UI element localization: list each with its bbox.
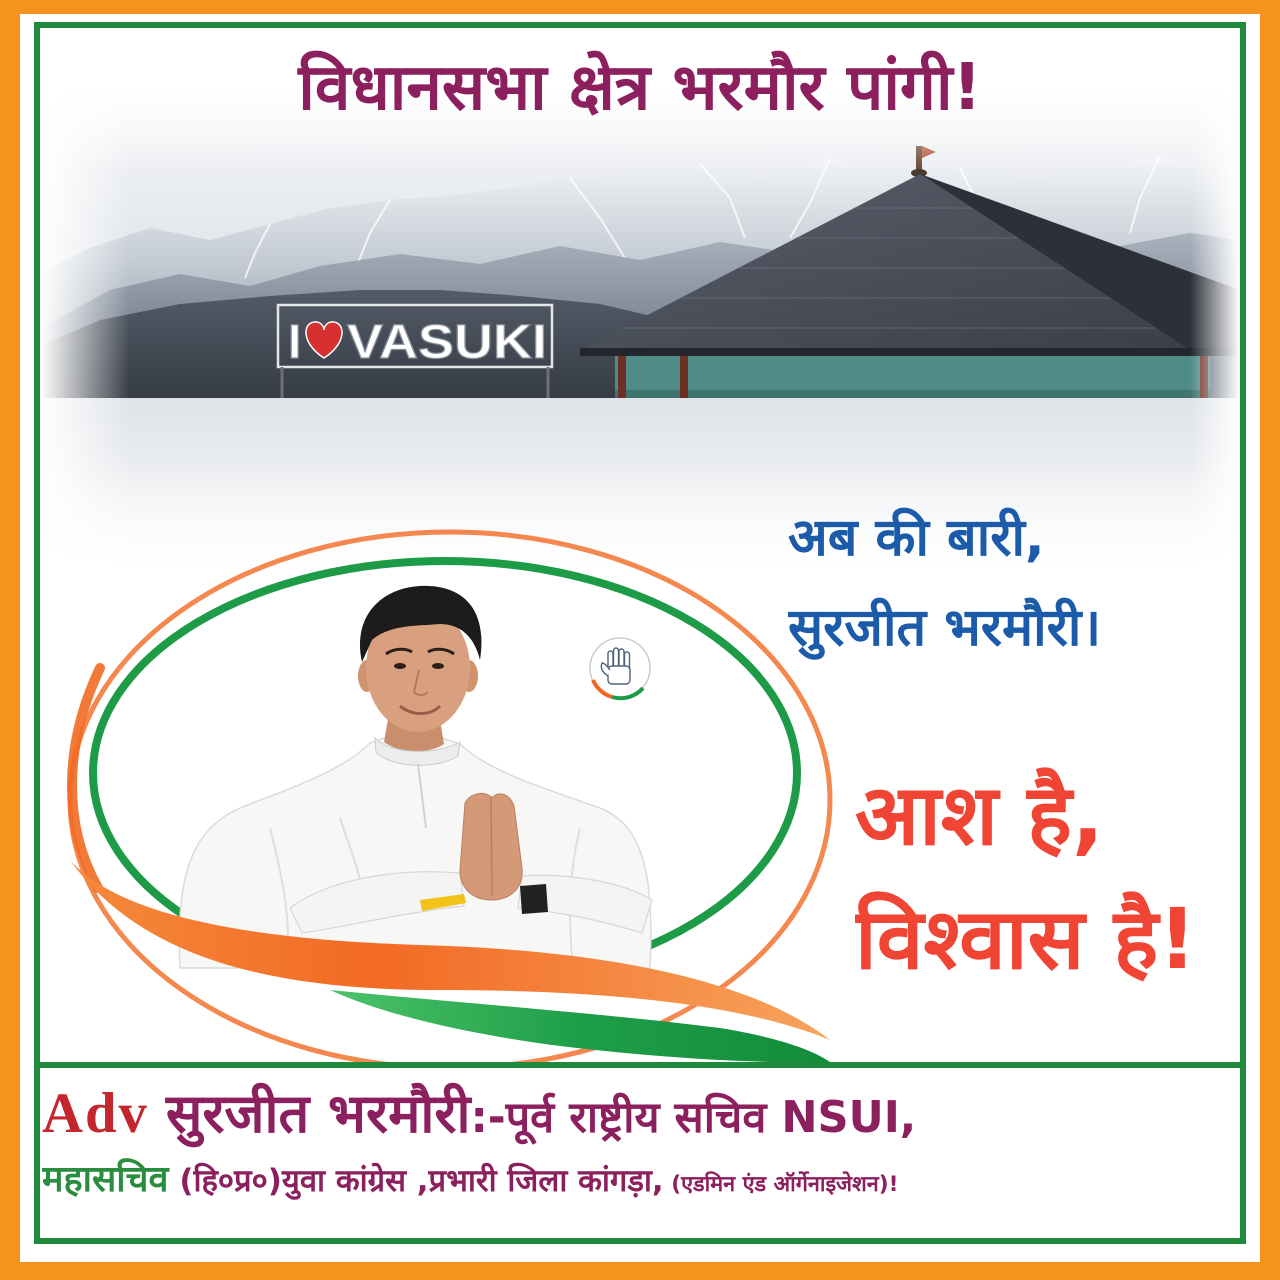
hope-slogan-line1: आश है, (855, 766, 1104, 864)
footer-line-1 (42, 1076, 1236, 1152)
candidate-portrait (179, 586, 652, 968)
roof-eave (580, 348, 1240, 356)
eye-left (394, 663, 406, 669)
sign-word: VASUKI (347, 316, 547, 369)
former-designation: :-पूर्व राष्ट्रीय सचिव NSUI, (470, 1093, 917, 1143)
footer-prefix: Adv (42, 1082, 149, 1145)
campaign-slogan-line2: सुरजीत भरमौरी। (788, 598, 1102, 658)
hands-join-line (491, 798, 492, 896)
campaign-slogan-line1: अब की बारी, (788, 508, 1045, 568)
hope-slogan-line2: विश्वास है! (855, 890, 1197, 988)
current-role-label: महासचिव (42, 1159, 169, 1200)
congress-hand-logo (590, 638, 650, 698)
candidate-name: सुरजीत भरमौरी (165, 1082, 471, 1145)
footer-divider (40, 1062, 1240, 1068)
footer-line-2 (42, 1156, 1236, 1216)
page-title: विधानसभा क्षेत्र भरमौर पांगी! (298, 51, 982, 125)
sign-letter: I (288, 316, 302, 369)
current-role-designation: (हि०प्र०)युवा कांग्रेस ,प्रभारी जिला कांगड़ा, (179, 1163, 664, 1199)
wrist-watch (520, 884, 548, 914)
current-role-note: (एडमिन एंड ऑर्गेनाइजेशन)! (671, 1172, 899, 1197)
eye-right (432, 663, 444, 669)
